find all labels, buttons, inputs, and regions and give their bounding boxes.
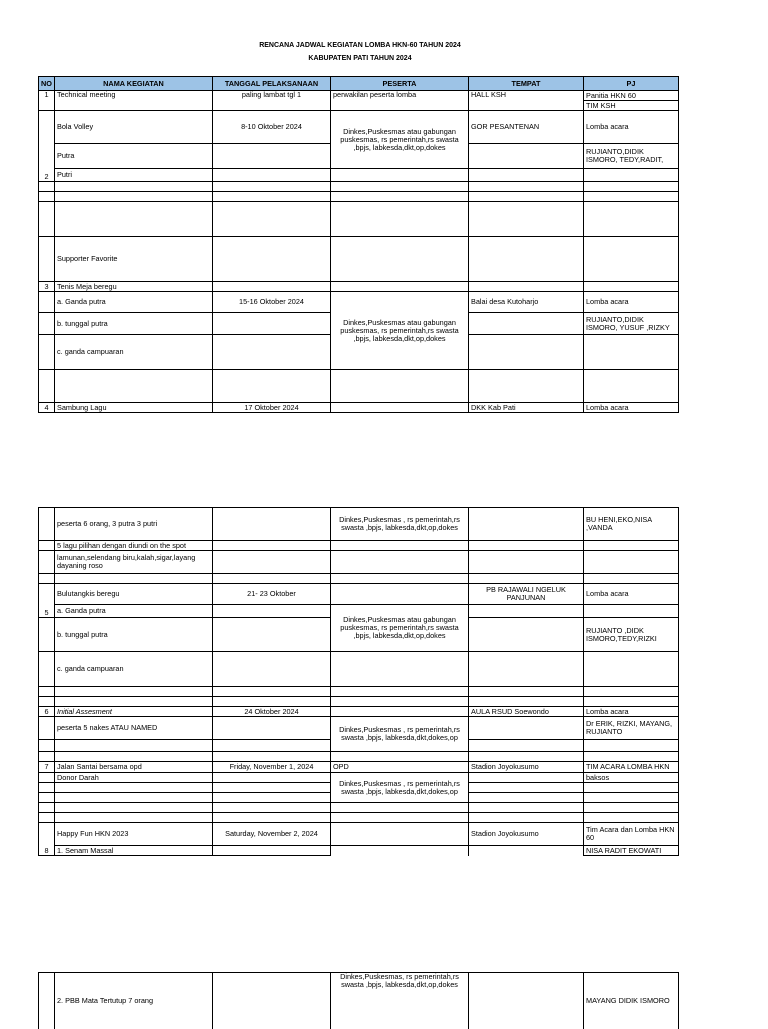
row-nama: 2. PBB Mata Tertutup 7 orang — [55, 973, 213, 1029]
row-tempat: HALL KSH — [469, 91, 584, 111]
row-nama: b. tunggal putra — [55, 313, 213, 335]
row-pj: Tim Acara dan Lomba HKN 60 — [584, 823, 679, 846]
row-tanggal: 24 Oktober 2024 — [213, 707, 331, 717]
table-row — [39, 584, 679, 605]
table-row — [39, 762, 679, 773]
table-row — [39, 91, 679, 101]
row-nama: Bulutangkis beregu — [55, 584, 213, 605]
row-tanggal: Friday, November 1, 2024 — [213, 762, 331, 773]
row-peserta: Dinkes,Puskesmas atau gabungan puskesmas, rs pemerintah,rs swasta ,bpjs, labkesda,dkt,op,dokes — [331, 111, 469, 169]
row-pj: Panitia HKN 60 — [584, 91, 679, 101]
row-peserta: Dinkes,Puskesmas, rs pemerintah,rs swasta ,bpjs, labkesda,dkt,op,dokes — [331, 973, 469, 1029]
row-pj: Lomba acara — [584, 584, 679, 605]
row-nama: c. ganda campuaran — [55, 652, 213, 687]
row-no: 5 — [39, 584, 55, 618]
col-header-tempat: TEMPAT — [469, 77, 584, 91]
col-header-peserta: PESERTA — [331, 77, 469, 91]
col-header-pj: PJ — [584, 77, 679, 91]
row-tanggal: 8-10 Oktober 2024 — [213, 111, 331, 144]
row-tempat: GOR PESANTENAN — [469, 111, 584, 144]
row-nama: Donor Darah — [55, 773, 213, 783]
row-no: 7 — [39, 762, 55, 773]
row-nama: c. ganda campuaran — [55, 335, 213, 370]
row-nama: Technical meeting — [55, 91, 213, 111]
row-peserta: perwakilan peserta lomba — [331, 91, 469, 111]
row-nama: Putra — [55, 144, 213, 169]
col-header-nama: NAMA KEGIATAN — [55, 77, 213, 91]
row-no: 4 — [39, 403, 55, 413]
row-nama: Putri — [55, 169, 213, 182]
row-nama: a. Ganda putra — [55, 605, 213, 618]
row-nama: lamunan,selendang biru,kalah,sigar,layang dayaning roso — [55, 551, 213, 574]
schedule-table-page3 — [38, 972, 679, 1029]
row-pj: RUJIANTO,DIDIK ISMORO, TEDY,RADIT, — [584, 144, 679, 169]
row-peserta: Dinkes,Puskesmas atau gabungan puskesmas, rs pemerintah,rs swasta ,bpjs, labkesda,dkt,op,dokes — [331, 292, 469, 370]
row-nama: Tenis Meja beregu — [55, 282, 213, 292]
row-peserta: Dinkes,Puskesmas , rs pemerintah,rs swasta ,bpjs, labkesda,dkt,op,dokes — [331, 508, 469, 541]
row-tempat: DKK Kab Pati — [469, 403, 584, 413]
row-pj: baksos — [584, 773, 679, 783]
row-nama: peserta 6 orang, 3 putra 3 putri — [55, 508, 213, 541]
row-nama: peserta 5 nakes ATAU NAMED — [55, 717, 213, 740]
row-nama: Sambung Lagu — [55, 403, 213, 413]
row-tempat: PB RAJAWALI NGELUK PANJUNAN — [469, 584, 584, 605]
row-pj: Lomba acara — [584, 403, 679, 413]
row-pj: MAYANG DIDIK ISMORO — [584, 973, 679, 1029]
table-row — [39, 652, 679, 687]
page-title: RENCANA JADWAL KEGIATAN LOMBA HKN-60 TAHUN 2024 — [259, 42, 461, 49]
row-no: 3 — [39, 282, 55, 292]
table-row — [39, 111, 679, 144]
row-nama: Bola Volley — [55, 111, 213, 144]
table-row — [39, 551, 679, 574]
row-peserta: OPD — [331, 762, 469, 773]
row-pj: NISA RADIT EKOWATI — [584, 846, 679, 856]
row-pj: BU HENI,EKO,NISA ,VANDA — [584, 508, 679, 541]
table-row — [39, 823, 679, 846]
row-peserta: Dinkes,Puskesmas atau gabungan puskesmas, rs pemerintah,rs swasta ,bpjs, labkesda,dkt,op,dokes — [331, 605, 469, 652]
row-nama: Initial Assesment — [55, 707, 213, 717]
schedule-table-page2 — [38, 507, 679, 856]
row-nama: 1. Senam Massal — [55, 846, 213, 856]
table-row — [39, 508, 679, 541]
row-tanggal: 15-16 Oktober 2024 — [213, 292, 331, 313]
table-row — [39, 973, 679, 1029]
row-pj: RUJIANTO ,DIDK ISMORO,TEDY,RIZKI — [584, 618, 679, 652]
row-pj: Lomba acara — [584, 707, 679, 717]
table-header-row — [39, 77, 679, 91]
row-no: 6 — [39, 707, 55, 717]
row-pj: TIM KSH — [584, 101, 679, 111]
row-peserta: Dinkes,Puskesmas , rs pemerintah,rs swasta ,bpjs, labkesda,dkt,dokes,op — [331, 717, 469, 752]
row-tempat: AULA RSUD Soewondo — [469, 707, 584, 717]
row-nama: 5 lagu pilihan dengan diundi on the spot — [55, 541, 213, 551]
row-nama: Supporter Favorite — [55, 237, 213, 282]
row-tanggal: 21- 23 Oktober — [213, 584, 331, 605]
table-row — [39, 605, 679, 618]
row-nama: a. Ganda putra — [55, 292, 213, 313]
table-row — [39, 237, 679, 282]
page-subtitle: KABUPATEN PATI TAHUN 2024 — [308, 55, 412, 62]
row-pj: Dr ERIK, RIZKI, MAYANG, RUJIANTO — [584, 717, 679, 740]
row-nama: Jalan Santai bersama opd — [55, 762, 213, 773]
row-tempat: Stadion Joyokusumo — [469, 762, 584, 773]
col-header-no: NO — [39, 77, 55, 91]
row-nama: b. tunggal putra — [55, 618, 213, 652]
row-pj: Lomba acara — [584, 111, 679, 144]
row-tempat: Stadion Joyokusumo — [469, 823, 584, 846]
row-tanggal: 17 Oktober 2024 — [213, 403, 331, 413]
table-row — [39, 282, 679, 292]
table-row — [39, 169, 679, 182]
row-tanggal: Saturday, November 2, 2024 — [213, 823, 331, 846]
table-row — [39, 717, 679, 740]
row-pj: TIM ACARA LOMBA HKN — [584, 762, 679, 773]
row-tanggal: paling lambat tgl 1 — [213, 91, 331, 111]
row-no: 1 — [39, 91, 55, 111]
row-tempat: Balai desa Kutoharjo — [469, 292, 584, 313]
table-row — [39, 541, 679, 551]
table-row — [39, 403, 679, 413]
row-peserta: Dinkes,Puskesmas , rs pemerintah,rs swasta ,bpjs, labkesda,dkt,dokes,op — [331, 773, 469, 803]
table-row — [39, 292, 679, 313]
col-header-tanggal: TANGGAL PELAKSANAAN — [213, 77, 331, 91]
table-row — [39, 846, 679, 856]
row-pj: RUJIANTO,DIDIK ISMORO, YUSUF ,RIZKY — [584, 313, 679, 335]
row-nama: Happy Fun HKN 2023 — [55, 823, 213, 846]
row-no: 2 — [39, 111, 55, 182]
schedule-table-page1 — [38, 76, 679, 413]
table-row — [39, 773, 679, 783]
row-pj: Lomba acara — [584, 292, 679, 313]
row-no: 8 — [39, 823, 55, 856]
table-row — [39, 707, 679, 717]
